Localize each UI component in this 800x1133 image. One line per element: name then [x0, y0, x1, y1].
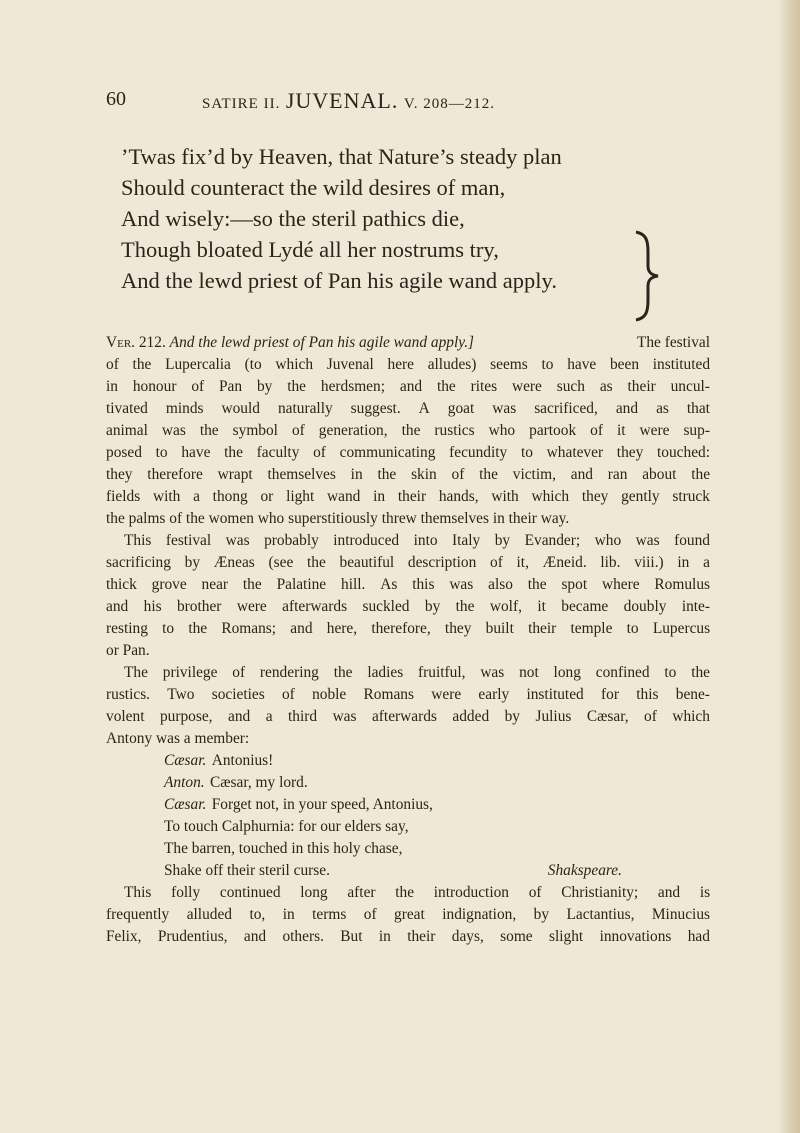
verse-line: Should counteract the wild desires of man, [121, 175, 506, 200]
note-line: the palms of the women who superstitiously threw themselves in their way. [106, 510, 570, 527]
note-lemma: And the lewd priest of Pan his agile wand apply.] [169, 334, 475, 351]
note-body [106, 354, 710, 750]
running-head [202, 88, 495, 114]
quote-text: Forget not, in your speed, Antonius, [211, 796, 433, 813]
verse-block [121, 141, 681, 296]
quote-speaker: Cæsar. [164, 752, 207, 769]
quote-speaker: Cæsar. [164, 796, 207, 813]
verse-line: And the lewd priest of Pan his agile wand apply. [121, 268, 557, 293]
page-edge-shadow [778, 0, 800, 1133]
note-line: they therefore wrapt themselves in the skin of the victim, and ran about the [106, 466, 711, 483]
quote-line [106, 816, 710, 838]
note-line: animal was the symbol of generation, the rustics who partook of it were sup- [106, 422, 710, 439]
satire-label: SATIRE II. [202, 96, 281, 112]
quote-text: To touch Calphurnia: for our elders say, [164, 818, 409, 835]
note-line: volent purpose, and a third was afterwards added by Julius Cæsar, of which [106, 708, 710, 725]
verse-line: And wisely:—so the steril pathics die, [121, 206, 465, 231]
note-line: sacrificing by Æneas (see the beautiful description of it, Æneid. lib. viii.) in a [106, 554, 710, 571]
note-line: Antony was a member: [106, 730, 250, 747]
note-line: tivated minds would naturally suggest. A goat was sacrificed, and as that [106, 400, 710, 417]
quote-text: Shake off their steril curse. [164, 862, 330, 879]
note-first-line [106, 332, 710, 354]
note-line: thick grove near the Palatine hill. As this was also the spot where Romulus [106, 576, 711, 593]
note-line: or Pan. [106, 642, 150, 659]
verse-range: V. 208—212. [403, 96, 495, 112]
quote-text: The barren, touched in this holy chase, [164, 840, 403, 857]
quote-speaker: Anton. [164, 774, 205, 791]
note-line-text: The festival [636, 334, 710, 351]
note-line: of the Lupercalia (to which Juvenal here alludes) seems to have been instituted [106, 356, 711, 373]
verse-line: Though bloated Lydé all her nostrums try, [121, 237, 499, 262]
triplet-brace-icon [632, 230, 662, 322]
note-line: resting to the Romans; and here, therefore, they built their temple to Lupercus [106, 620, 711, 637]
note-line: in honour of Pan by the herdsmen; and the rites were such as their uncul- [106, 378, 710, 395]
quote-text: Antonius! [211, 752, 274, 769]
note-line: posed to have the faculty of communicating fecundity to whatever they touched: [106, 444, 711, 461]
quote-line [106, 794, 710, 816]
note-line: This folly continued long after the introduction of Christianity; and is [124, 884, 711, 901]
quote-text: Cæsar, my lord. [210, 774, 308, 791]
note-line: rustics. Two societies of noble Romans were early instituted for this bene- [106, 686, 710, 703]
note-line: Felix, Prudentius, and others. But in their days, some slight innovations had [106, 928, 710, 945]
note-line: frequently alluded to, in terms of great indignation, by Lactantius, Minucius [106, 906, 711, 923]
page-number: 60 [106, 88, 126, 110]
author-name: JUVENAL. [285, 88, 399, 113]
note-line: The privilege of rendering the ladies fruitful, was not long confined to the [124, 664, 711, 681]
note-ver-label: Ver. 212. [106, 334, 166, 351]
quote-line [106, 772, 710, 794]
running-header [106, 88, 706, 118]
closing-paragraph [106, 882, 710, 948]
quote-attribution: Shakspeare. [547, 862, 622, 879]
quote-line [106, 838, 710, 860]
quote-line [106, 860, 710, 882]
note-line: and his brother were afterwards suckled by the wolf, it became doubly inte- [106, 598, 711, 615]
quote-line [106, 750, 710, 772]
note-line: fields with a thong or light wand in their hands, with which they gently struck [106, 488, 710, 505]
note-line: This festival was probably introduced into Italy by Evander; who was found [124, 532, 710, 549]
footnote-block [106, 332, 710, 948]
verse-line: ’Twas fix’d by Heaven, that Nature’s steady plan [121, 144, 562, 169]
quote-block [106, 750, 710, 882]
